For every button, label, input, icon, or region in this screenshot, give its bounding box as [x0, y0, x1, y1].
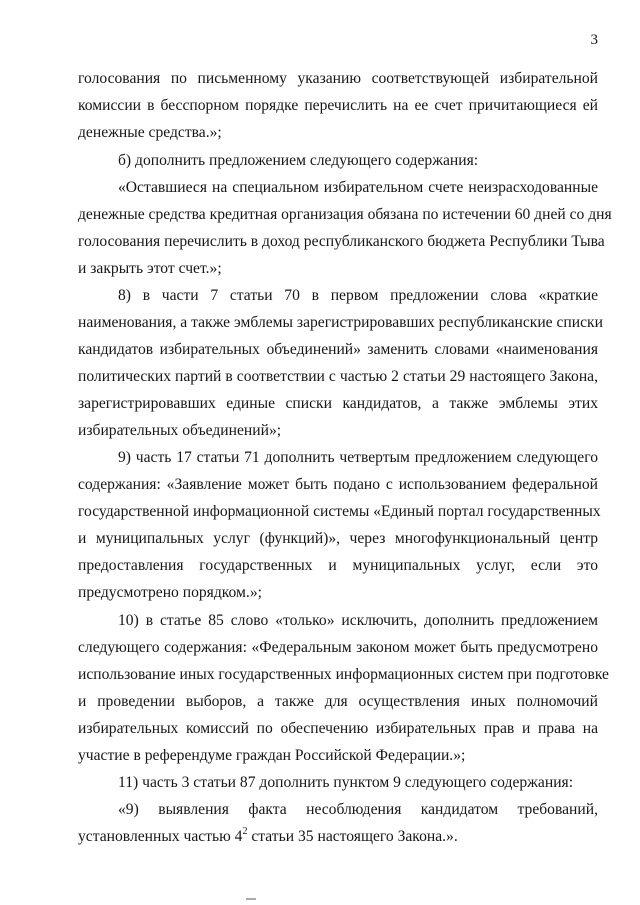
text-line: зарегистрировавших единые списки кандидатов, а также эмблемы этих [78, 395, 598, 412]
text-line: следующего содержания: «Федеральным законом может быть предусмотрено [78, 639, 598, 656]
text-line: голосования перечислить в доход республиканского бюджета Республики Тыва [78, 233, 605, 250]
text-line: «9) выявления факта несоблюдения кандидатом требований, [118, 801, 598, 818]
text-line: наименования, а также эмблемы зарегистрировавших республиканские списки [78, 314, 603, 331]
text-line: политических партий в соответствии с частью 2 статьи 29 настоящего Закона, [78, 368, 598, 385]
text-line: кандидатов избирательных объединений» заменить словами «наименования [78, 341, 598, 358]
text-line: комиссии в бесспорном порядке перечислить на ее счет причитающиеся ей [78, 97, 598, 114]
text-line: использование иных государственных информационных систем при подготовке [78, 666, 609, 683]
superscript: 2 [242, 825, 248, 837]
text-line: содержания: «Заявление может быть подано с использованием федеральной [78, 476, 598, 493]
text-fragment: установленных частью 4 [78, 828, 243, 845]
text-line: 10) в статье 85 слово «только» исключить, дополнить предложением [118, 612, 598, 629]
text-line: избирательных комиссий по обеспечению избирательных прав и права на [78, 720, 598, 737]
text-line: и закрыть этот счет.»; [78, 260, 222, 277]
text-line: денежные средства кредитная организация обязана по истечении 60 дней со дня [78, 206, 612, 223]
text-fragment: статьи 35 настоящего Закона.». [247, 828, 458, 845]
text-line: б) дополнить предложением следующего содержания: [118, 152, 479, 169]
text-line: и проведении выборов, а также для осуществления иных полномочий [78, 693, 598, 710]
text-line: предусмотрено порядком.»; [78, 584, 262, 601]
text-line [78, 827, 598, 847]
text-line: 8) в части 7 статьи 70 в первом предложении слова «краткие [118, 287, 598, 304]
text-line: участие в референдуме граждан Российской Федерации.»; [78, 747, 466, 764]
text-line: 11) часть 3 статьи 87 дополнить пунктом 9 следующего содержания: [118, 774, 574, 791]
text-line: 9) часть 17 статьи 71 дополнить четвертым предложением следующего [118, 449, 598, 466]
text-line: государственной информационной системы «Единый портал государственных [78, 503, 601, 520]
text-line: предоставления государственных и муниципальных услуг, если это [78, 557, 598, 574]
scan-speck [246, 898, 256, 900]
text-line: избирательных объединений»; [78, 422, 282, 439]
text-line: «Оставшиеся на специальном избирательном счете неизрасходованные [118, 179, 598, 196]
text-line: голосования по письменному указанию соответствующей избирательной [78, 70, 598, 87]
text-line: денежные средства.»; [78, 124, 222, 141]
text-line: и муниципальных услуг (функций)», через многофункциональный центр [78, 530, 598, 547]
page-number: 3 [590, 32, 598, 48]
